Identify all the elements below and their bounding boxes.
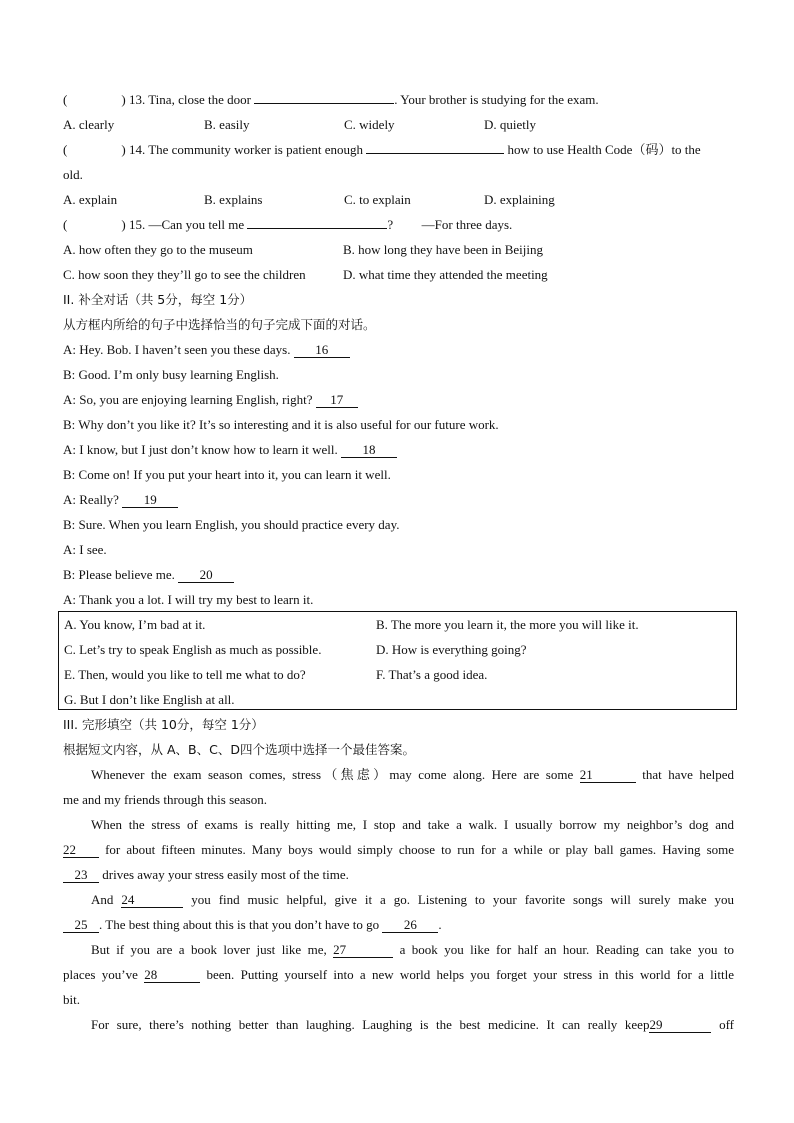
option-c[interactable]: C. widely (344, 117, 395, 132)
dialog-line: A: So, you are enjoying learning English, right? 17 (63, 391, 734, 409)
cloze-blank-26[interactable]: 26 (382, 918, 438, 933)
box-option-c[interactable]: C. Let’s try to speak English as much as possible. (64, 642, 322, 657)
option-c[interactable]: C. to explain (344, 192, 411, 207)
option-b[interactable]: B. easily (204, 117, 250, 132)
cloze-blank-29[interactable]: 29 (649, 1018, 711, 1033)
section-2-heading: II. 补全对话（共 5分，每空 1分） (63, 292, 253, 307)
answer-blank[interactable] (247, 228, 387, 229)
passage-line: bit. (63, 992, 80, 1007)
question-stem: The community worker is patient enough (148, 142, 364, 157)
dialog-line: B: Good. I’m only busy learning English. (63, 367, 279, 382)
passage-line: But if you are a book lover just like me, 27 a book you like for half an hour. Reading can take you to (91, 942, 734, 957)
question-stem-end: how to use Health Code（码）to the (507, 142, 701, 157)
option-a[interactable]: A. explain (63, 192, 118, 207)
passage-line: When the stress of exams is really hitting me, I stop and take a walk. I usually borrow my neighbor’s dog and (91, 817, 734, 832)
answer-paren-close: ) (121, 142, 126, 157)
question-13 (63, 91, 734, 109)
dialog-line: B: Sure. When you learn English, you should practice every day. (63, 517, 400, 532)
option-c[interactable]: C. how soon they they’ll go to see the children (63, 267, 306, 282)
option-a[interactable]: A. clearly (63, 117, 115, 132)
answer-blank[interactable] (254, 103, 394, 104)
section-2-instruction: 从方框内所给的句子中选择恰当的句子完成下面的对话。 (63, 317, 376, 332)
question-number: 13. (128, 92, 146, 107)
question-14 (63, 141, 734, 159)
cloze-blank-24[interactable]: 24 (121, 893, 183, 908)
dialog-blank-17[interactable]: 17 (316, 393, 358, 408)
question-stem-cont: old. (63, 167, 83, 182)
dialog-line: A: Really? 19 (63, 491, 734, 509)
option-d[interactable]: D. explaining (484, 192, 555, 207)
cloze-blank-25[interactable]: 25 (63, 918, 99, 933)
box-option-a[interactable]: A. You know, I’m bad at it. (64, 617, 206, 632)
question-number: 15. (128, 217, 146, 232)
option-d[interactable]: D. quietly (484, 117, 536, 132)
dialog-blank-16[interactable]: 16 (294, 343, 350, 358)
answer-paren-open: ( (63, 92, 68, 107)
box-option-f[interactable]: F. That’s a good idea. (376, 667, 488, 682)
options-box (58, 611, 737, 710)
option-d[interactable]: D. what time they attended the meeting (343, 267, 548, 282)
dialog-line: B: Why don’t you like it? It’s so interesting and it is also useful for our future work. (63, 417, 499, 432)
dialog-line: A: Hey. Bob. I haven’t seen you these days. 16 (63, 341, 734, 359)
question-number: 14. (128, 142, 146, 157)
question-stem: Tina, close the door (148, 92, 251, 107)
box-option-d[interactable]: D. How is everything going? (376, 642, 527, 657)
cloze-blank-23[interactable]: 23 (63, 868, 99, 883)
dialog-blank-20[interactable]: 20 (178, 568, 234, 583)
box-option-b[interactable]: B. The more you learn it, the more you will like it. (376, 617, 639, 632)
question-15 (63, 216, 734, 234)
cloze-blank-21[interactable]: 21 (580, 768, 636, 783)
dialog-line: A: I know, but I just don’t know how to learn it well. 18 (63, 441, 734, 459)
cloze-blank-27[interactable]: 27 (333, 943, 393, 958)
dialog-line: A: I see. (63, 542, 107, 557)
passage-line: And 24 you find music helpful, give it a go. Listening to your favorite songs will surely make you (91, 892, 735, 907)
passage-line: 23 drives away your stress easily most of the time. (63, 866, 734, 884)
answer-blank[interactable] (366, 153, 504, 154)
dialog-line: B: Please believe me. 20 (63, 566, 734, 584)
passage-line: 22 for about fifteen minutes. Many boys would simply choose to run for a while or play ball games. Having some (63, 842, 735, 857)
answer-paren-close: ) (121, 217, 126, 232)
passage-line: places you’ve 28 been. Putting yourself into a new world helps you forget your stress in this world for a little (63, 967, 735, 982)
section-3-instruction: 根据短文内容，从 A、B、C、D四个选项中选择一个最佳答案。 (63, 742, 415, 757)
question-stem: —Can you tell me (148, 217, 245, 232)
passage-line: For sure, there’s nothing better than laughing. Laughing is the best medicine. It can really keep29 off (91, 1017, 735, 1032)
cloze-blank-28[interactable]: 28 (144, 968, 200, 983)
dialog-line: B: Come on! If you put your heart into it, you can learn it well. (63, 467, 391, 482)
cloze-blank-22[interactable]: 22 (63, 843, 99, 858)
passage-line: 25 . The best thing about this is that you don’t have to go 26 . (63, 916, 734, 934)
passage-line: Whenever the exam season comes, stress（焦虑）may come along. Here are some 21 that have helped (91, 767, 735, 782)
question-stem-end: ? (387, 217, 394, 232)
passage-line: me and my friends through this season. (63, 792, 267, 807)
reply-text: —For three days. (421, 217, 513, 232)
section-3-heading: III. 完形填空（共 10分，每空 1分） (63, 717, 264, 732)
option-a[interactable]: A. how often they go to the museum (63, 242, 253, 257)
box-option-e[interactable]: E. Then, would you like to tell me what to do? (64, 667, 306, 682)
option-b[interactable]: B. how long they have been in Beijing (343, 242, 544, 257)
dialog-blank-19[interactable]: 19 (122, 493, 178, 508)
dialog-line: A: Thank you a lot. I will try my best to learn it. (63, 592, 314, 607)
answer-paren-open: ( (63, 142, 68, 157)
answer-paren-close: ) (121, 92, 126, 107)
box-option-g[interactable]: G. But I don’t like English at all. (64, 692, 235, 707)
question-stem-end: . Your brother is studying for the exam. (394, 92, 599, 107)
dialog-blank-18[interactable]: 18 (341, 443, 397, 458)
option-b[interactable]: B. explains (204, 192, 263, 207)
answer-paren-open: ( (63, 217, 68, 232)
question-14-cont (63, 166, 734, 184)
